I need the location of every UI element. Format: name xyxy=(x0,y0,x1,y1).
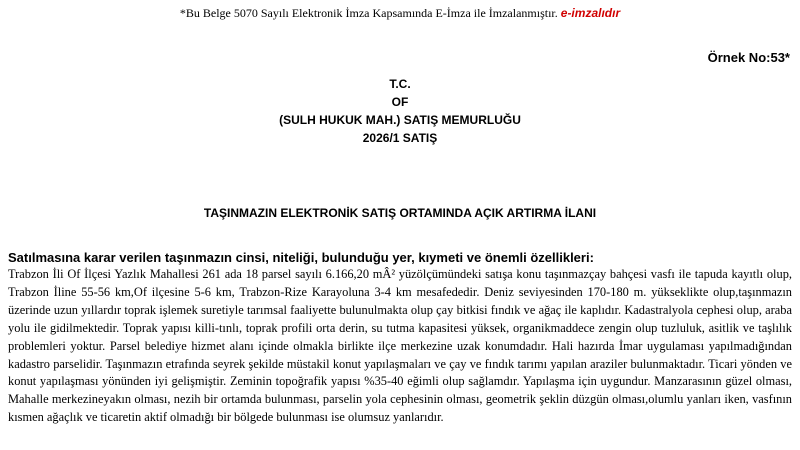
document-title: TAŞINMAZIN ELEKTRONİK SATIŞ ORTAMINDA AÇIK ARTIRMA İLANI xyxy=(203,206,597,220)
heading-line-office: (SULH HUKUK MAH.) SATIŞ MEMURLUĞU xyxy=(279,113,521,127)
institution-heading xyxy=(0,75,800,147)
heading-line-district: OF xyxy=(391,95,409,109)
property-description-text: Trabzon İli Of İlçesi Yazlık Mahallesi 261 ada 18 parsel sayılı 6.166,20 mÂ² yüzölçümündeki satışa konu taşınmazçay bahçesi vasfı ile tapuda kayıtlı olup, Trabzon İline 55-56 km,Of ilçesine 5-6 km, Trabzon-Rize Karayoluna 3-4 km mesafededir. Deniz seviyesinden 170-180 m. yükseklikte olup,taşınmazın üzerinde uzun yıllardır toprak işlemek suretiyle tarımsal faaliyette bulunulmakta olup çay bitkisi fındık ve ağaç ile kaplıdır. Kadastralyola cephesi olup, araba yolu ile gidilmektedir. Toprak yapısı killi-tınlı, toprak profili orta derin, su tutma kapasitesi yüksek, organikmaddece zengin olup tuzluluk, asitlik ve taşlılık problemleri yoktur. Parsel belediye hizmet alanı içinde olmakla birlikte ilçe merkezine uzak konumdadır. Hali hazırda İmar uygulaması yapılmadığından kadastro parselidir. Taşınmazın etrafında seyrek şekilde müstakil konut yapılaşmaları ve çay ve fındık tarımı yapılan araziler bulunmaktadır. Ticari yönden ve konut yapılaşması yönünden iyi gelişmiştir. Zeminin topoğrafik yapısı %35-40 eğimli olup sağlamdır. Yapılaşma için uygundur. Manzarasının güzel olması, Mahalle merkezineyakın olması, nezih bir ortamda bulunması, parselin yola cephesinin olması, geometrik şeklin düzgün olması,olumlu yanları iken, vasfının kısmen ağaçlık ve ticaretin aktif olmadığı bir bölgede bulunması ise olumsuz yanlarıdır. xyxy=(8,267,792,425)
e-signature-notice xyxy=(0,6,800,20)
property-description-label: Satılmasına karar verilen taşınmazın cinsi, niteliği, bulunduğu yer, kıymeti ve önemli özellikleri: xyxy=(8,250,594,265)
esign-label: e-imzalıdır xyxy=(560,6,621,20)
heading-line-tc: T.C. xyxy=(389,77,411,91)
signature-notice-text: *Bu Belge 5070 Sayılı Elektronik İmza Kapsamında E-İmza ile İmzalanmıştır. xyxy=(179,6,558,20)
heading-line-file-no: 2026/1 SATIŞ xyxy=(362,131,438,145)
sample-number: Örnek No:53* xyxy=(707,50,790,65)
